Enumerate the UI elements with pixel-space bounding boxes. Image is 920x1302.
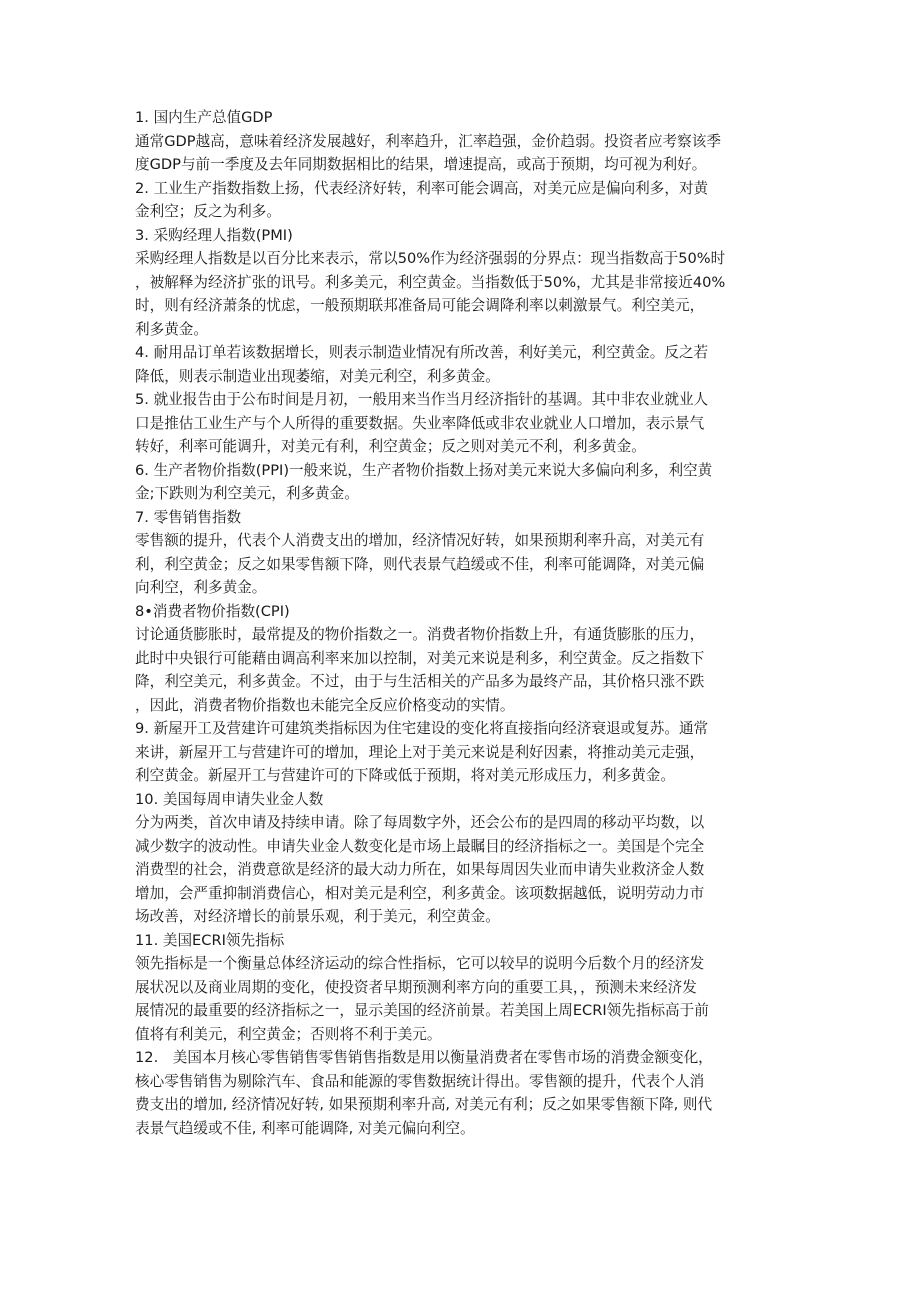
text-line: ，因此，消费者物价指数也未能完全反应价格变动的实情。 bbox=[135, 696, 515, 714]
text-line: 此时中央银行可能藉由调高利率来加以控制，对美元来说是利多，利空黄金。反之指数下 bbox=[135, 649, 705, 667]
text-line: 9. 新屋开工及营建许可建筑类指标因为住宅建设的变化将直接指向经济衰退或复苏。通常 bbox=[135, 720, 709, 737]
text-line: 11. 美国ECRI领先指标 bbox=[135, 931, 285, 949]
text-line: 度GDP与前一季度及去年同期数据相比的结果，增速提高，或高于预期，均可视为利好。 bbox=[135, 156, 707, 173]
text-line: 利多黄金。 bbox=[135, 320, 208, 338]
text-line: ，被解释为经济扩张的讯号。利多美元，利空黄金。当指数低于50%，尤其是非常接近40% bbox=[135, 273, 726, 291]
text-line: 核心零售销售为剔除汽车、食品和能源的零售数据统计得出。零售额的提升，代表个人消 bbox=[135, 1072, 705, 1090]
text-line: 领先指标是一个衡量总体经济运动的综合性指标，它可以较早的说明今后数个月的经济发 bbox=[135, 955, 705, 972]
text-line: 值将有利美元，利空黄金；否则将不利于美元。 bbox=[135, 1025, 442, 1043]
text-line: 转好，利率可能调升，对美元有利，利空黄金；反之则对美元不利，利多黄金。 bbox=[135, 438, 646, 455]
text-line: 10. 美国每周申请失业金人数 bbox=[135, 790, 324, 808]
text-line: 时，则有经济萧条的忧虑，一般预期联邦准备局可能会调降利率以刺激景气。利空美元， bbox=[135, 297, 705, 314]
text-line: 金利空；反之为利多。 bbox=[135, 203, 281, 220]
text-line: 6. 生产者物价指数(PPI)一般来说，生产者物价指数上扬对美元来说大多偏向利多，利空黄 bbox=[135, 461, 713, 479]
text-line: 口是推估工业生产与个人所得的重要数据。失业率降低或非农业就业人口增加，表示景气 bbox=[135, 414, 705, 432]
text-line: 利，利空黄金；反之如果零售额下降，则代表景气趋缓或不佳，利率可能调降，对美元偏 bbox=[135, 555, 705, 573]
text-line: 3. 采购经理人指数(PMI) bbox=[135, 226, 293, 244]
text-line: 采购经理人指数是以百分比来表示，常以50%作为经济强弱的分界点：现当指数高于50%时 bbox=[135, 250, 726, 267]
text-line: 利空黄金。新屋开工与营建许可的下降或低于预期，将对美元形成压力，利多黄金。 bbox=[135, 767, 675, 784]
text-line: 场改善，对经济增长的前景乐观，利于美元，利空黄金。 bbox=[135, 908, 500, 925]
text-line: 降，利空美元，利多黄金。不过，由于与生活相关的产品多为最终产品，其价格只涨不跌 bbox=[135, 673, 705, 690]
text-line: 减少数字的波动性。申请失业金人数变化是市场上最瞩目的经济指标之一。美国是个完全 bbox=[135, 837, 705, 855]
text-line: 5. 就业报告由于公布时间是月初，一般用来当作当月经济指针的基调。其中非农业就业人 bbox=[135, 391, 709, 408]
text-line: 12. 美国本月核心零售销售零售销售指数是用以衡量消费者在零售市场的消费金额变化， bbox=[135, 1049, 713, 1066]
text-line: 展状况以及商业周期的变化，使投资者早期预测利率方向的重要工具，，预测未来经济发 bbox=[135, 978, 697, 996]
text-line: 来讲，新屋开工与营建许可的增加，理论上对于美元来说是利好因素，将推动美元走强， bbox=[135, 743, 705, 761]
text-line: 增加，会严重抑制消费信心，相对美元是利空，利多黄金。该项数据越低，说明劳动力市 bbox=[135, 884, 705, 902]
text-line: 费支出的增加, 经济情况好转, 如果预期利率升高, 对美元有利；反之如果零售额下降, 则代 bbox=[135, 1096, 713, 1113]
text-line: 向利空，利多黄金。 bbox=[135, 579, 267, 596]
text-line: 分为两类，首次申请及持续申请。除了每周数字外，还会公布的是四周的移动平均数，以 bbox=[135, 814, 705, 831]
text-line: 1. 国内生产总值GDP bbox=[135, 109, 273, 126]
text-line: 讨论通货膨胀时，最常提及的物价指数之一。消费者物价指数上升，有通货膨胀的压力， bbox=[135, 626, 705, 643]
text-line: 消费型的社会，消费意欲是经济的最大动力所在，如果每周因失业而申请失业救济金人数 bbox=[135, 861, 705, 878]
text-line: 金;下跌则为利空美元，利多黄金。 bbox=[135, 485, 359, 502]
text-line: 2. 工业生产指数指数上扬，代表经济好转，利率可能会调高，对美元应是偏向利多，对黄 bbox=[135, 179, 709, 197]
text-line: 展情况的最重要的经济指标之一，显示美国的经济前景。若美国上周ECRI领先指标高于前 bbox=[135, 1002, 709, 1019]
text-line: 降低，则表示制造业出现萎缩，对美元利空，利多黄金。 bbox=[135, 367, 500, 385]
text-line: 8•消费者物价指数(CPI) bbox=[135, 602, 290, 620]
text-line: 表景气趋缓或不佳, 利率可能调降, 对美元偏向利空。 bbox=[135, 1119, 475, 1137]
document-body bbox=[135, 106, 795, 1140]
text-line: 4. 耐用品订单若该数据增长，则表示制造业情况有所改善，利好美元，利空黄金。反之若 bbox=[135, 344, 709, 361]
text-line: 零售额的提升，代表个人消费支出的增加，经济情况好转，如果预期利率升高，对美元有 bbox=[135, 532, 705, 549]
text-line: 7. 零售销售指数 bbox=[135, 508, 242, 526]
text-line: 通常GDP越高，意味着经济发展越好，利率趋升，汇率趋强，金价趋弱。投资者应考察该季 bbox=[135, 132, 721, 150]
